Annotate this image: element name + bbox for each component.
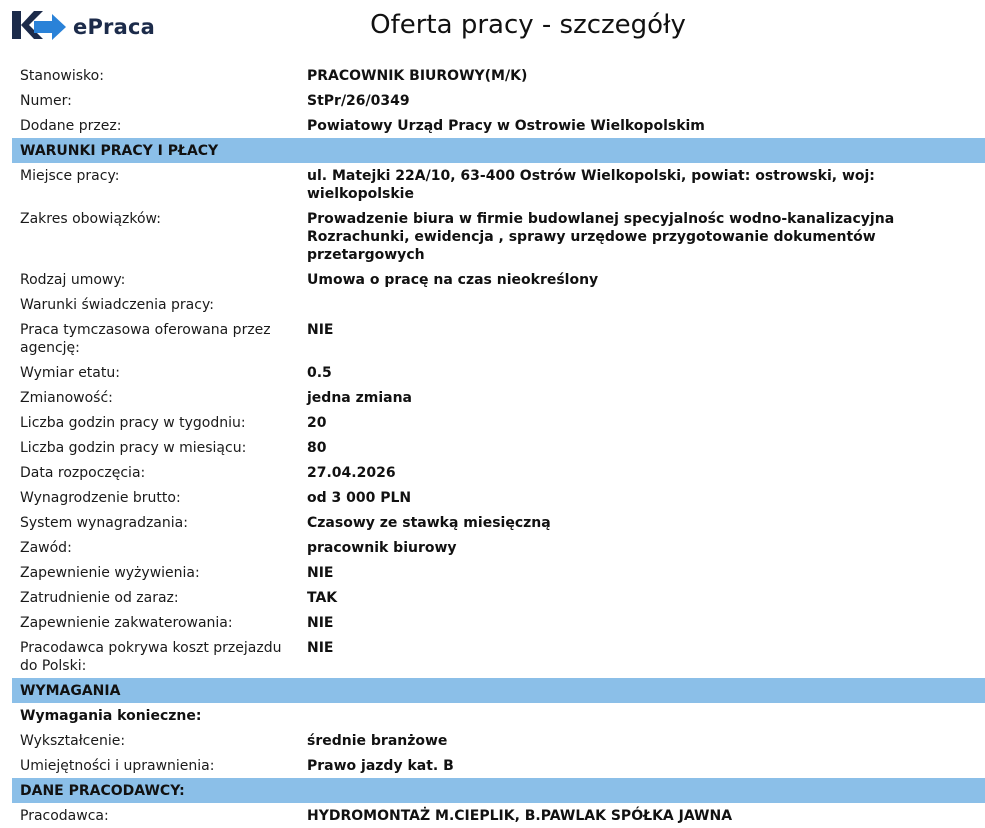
field-value: Umowa o pracę na czas nieokreślony bbox=[307, 272, 599, 288]
detail-row bbox=[12, 728, 985, 753]
detail-row bbox=[12, 460, 985, 485]
detail-row bbox=[12, 317, 985, 360]
detail-row bbox=[12, 585, 985, 610]
field-value bbox=[299, 292, 985, 317]
field-label: Zapewnienie wyżywienia: bbox=[20, 565, 200, 581]
detail-row bbox=[12, 88, 985, 113]
field-label: System wynagradzania: bbox=[20, 515, 188, 531]
field-label: Zatrudnienie od zaraz: bbox=[20, 590, 179, 606]
field-value: PRACOWNIK BIUROWY(M/K) bbox=[307, 68, 528, 84]
field-label: Zakres obowiązków: bbox=[20, 211, 161, 227]
field-label: Liczba godzin pracy w tygodniu: bbox=[20, 415, 246, 431]
field-label: Miejsce pracy: bbox=[20, 168, 120, 184]
field-label: Wymiar etatu: bbox=[20, 365, 120, 381]
detail-row bbox=[12, 635, 985, 678]
field-value: StPr/26/0349 bbox=[307, 93, 410, 109]
detail-row bbox=[12, 360, 985, 385]
detail-row bbox=[12, 63, 985, 88]
page-header bbox=[0, 0, 985, 58]
field-value: ul. Matejki 22A/10, 63-400 Ostrów Wielkopolski, powiat: ostrowski, woj: wielkopolskie bbox=[307, 168, 875, 202]
offer-details-body bbox=[12, 63, 985, 828]
section-title: WYMAGANIA bbox=[12, 678, 985, 703]
field-label: Wykształcenie: bbox=[20, 733, 126, 749]
field-value: HYDROMONTAŻ M.CIEPLIK, B.PAWLAK SPÓŁKA JAWNA bbox=[307, 808, 733, 824]
field-label: Data rozpoczęcia: bbox=[20, 465, 146, 481]
section-header bbox=[12, 778, 985, 803]
field-value: od 3 000 PLN bbox=[307, 490, 412, 506]
section-title: WARUNKI PRACY I PŁACY bbox=[12, 138, 985, 163]
field-label: Dodane przez: bbox=[20, 118, 122, 134]
field-label: Warunki świadczenia pracy: bbox=[20, 297, 214, 313]
field-label: Numer: bbox=[20, 93, 72, 109]
subsection-header bbox=[12, 703, 985, 728]
detail-row bbox=[12, 206, 985, 267]
field-value: pracownik biurowy bbox=[307, 540, 457, 556]
detail-row bbox=[12, 535, 985, 560]
detail-row bbox=[12, 267, 985, 292]
field-label: Zapewnienie zakwaterowania: bbox=[20, 615, 233, 631]
field-label: Rodzaj umowy: bbox=[20, 272, 126, 288]
field-label: Pracodawca: bbox=[20, 808, 109, 824]
field-value: NIE bbox=[307, 640, 334, 656]
field-value: Prowadzenie biura w firmie budowlanej specyjalnośc wodno-kanalizacyjna Rozrachunki, ewidencja , sprawy urzędowe przygotowanie dokumentów przetargowych bbox=[307, 211, 895, 263]
field-value: 0.5 bbox=[307, 365, 332, 381]
detail-row bbox=[12, 435, 985, 460]
field-label: Praca tymczasowa oferowana przez agencję: bbox=[20, 322, 271, 356]
detail-row bbox=[12, 610, 985, 635]
field-label: Pracodawca pokrywa koszt przejazdu do Polski: bbox=[20, 640, 282, 674]
field-label: Stanowisko: bbox=[20, 68, 104, 84]
detail-row bbox=[12, 292, 985, 317]
field-label: Liczba godzin pracy w miesiącu: bbox=[20, 440, 247, 456]
field-label: Zawód: bbox=[20, 540, 72, 556]
field-value: Prawo jazdy kat. B bbox=[307, 758, 454, 774]
field-value: Powiatowy Urząd Pracy w Ostrowie Wielkopolskim bbox=[307, 118, 705, 134]
detail-row bbox=[12, 485, 985, 510]
offer-details-table bbox=[12, 63, 985, 828]
detail-row bbox=[12, 510, 985, 535]
subsection-title: Wymagania konieczne: bbox=[20, 708, 202, 724]
field-value: średnie branżowe bbox=[307, 733, 448, 749]
field-value: TAK bbox=[307, 590, 338, 606]
field-label: Wynagrodzenie brutto: bbox=[20, 490, 181, 506]
field-value: NIE bbox=[307, 322, 334, 338]
section-title: DANE PRACODAWCY: bbox=[12, 778, 985, 803]
field-value: Czasowy ze stawką miesięczną bbox=[307, 515, 551, 531]
detail-row bbox=[12, 753, 985, 778]
field-value: 80 bbox=[307, 440, 327, 456]
field-value: NIE bbox=[307, 615, 334, 631]
field-label: Zmianowość: bbox=[20, 390, 113, 406]
detail-row bbox=[12, 163, 985, 206]
field-value: 27.04.2026 bbox=[307, 465, 396, 481]
detail-row bbox=[12, 385, 985, 410]
field-value: 20 bbox=[307, 415, 327, 431]
section-header bbox=[12, 678, 985, 703]
field-value: NIE bbox=[307, 565, 334, 581]
detail-row bbox=[12, 560, 985, 585]
field-label: Umiejętności i uprawnienia: bbox=[20, 758, 215, 774]
detail-row bbox=[12, 410, 985, 435]
field-value: jedna zmiana bbox=[307, 390, 412, 406]
detail-row bbox=[12, 113, 985, 138]
section-header bbox=[12, 138, 985, 163]
detail-row bbox=[12, 803, 985, 828]
logo-text: ePraca bbox=[73, 15, 155, 39]
page-title: Oferta pracy - szczegóły bbox=[370, 10, 686, 40]
